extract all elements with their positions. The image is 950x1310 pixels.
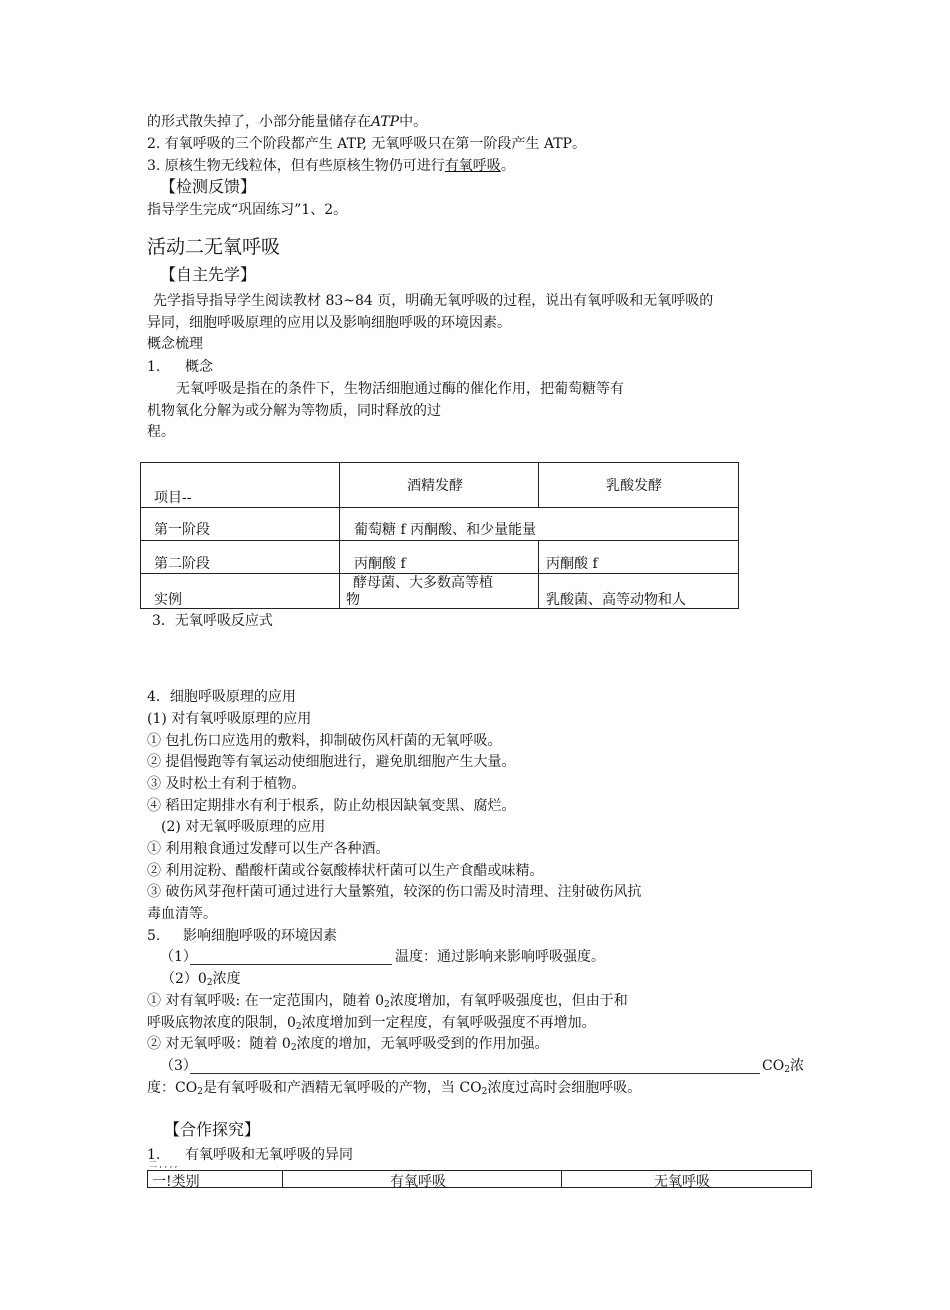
table-row3-label: 实例 bbox=[154, 592, 182, 608]
table-row1-label: 第一阶段 bbox=[154, 522, 210, 538]
section5-o2-text: ② 对无氧呼吸：随着 0 bbox=[147, 1036, 291, 1052]
section4-b3: ③ 破伤风芽孢杆菌可通过进行大量繁殖，较深的伤口需及时清理、注射破伤风抗 bbox=[147, 884, 642, 900]
intro-item-3 bbox=[147, 157, 515, 175]
o2-subscript: 2 bbox=[206, 978, 213, 988]
feedback-text: 指导学生完成“巩固练习”1、2。 bbox=[147, 202, 348, 218]
section5-co2-middle: 是有氧呼吸和产酒精无氧呼吸的产物，当 CO bbox=[202, 1080, 482, 1096]
compare-table-header-anaerobic: 无氧呼吸 bbox=[654, 1174, 710, 1190]
table-divider bbox=[140, 507, 739, 508]
fill-blank-line bbox=[190, 964, 392, 965]
intro-line-energy bbox=[147, 113, 427, 131]
o2-subscript: 2 bbox=[290, 1043, 297, 1053]
table-row2-label: 第二阶段 bbox=[154, 556, 210, 572]
section5-number: 5. bbox=[147, 928, 161, 944]
section5-p1-label: （1） bbox=[160, 949, 197, 965]
concept-heading: 概念梳理 bbox=[147, 336, 203, 352]
table-divider bbox=[561, 1170, 562, 1188]
section5-p2-rest: 浓度 bbox=[212, 971, 241, 987]
intro-line-energy-end: 中。 bbox=[399, 114, 428, 130]
fill-blank-line bbox=[190, 1073, 760, 1074]
section5-p2 bbox=[161, 970, 241, 992]
coop-q1-number: 1. bbox=[147, 1147, 161, 1163]
table-divider bbox=[538, 540, 539, 609]
table-divider bbox=[140, 573, 739, 574]
section5-co2-line bbox=[147, 1079, 641, 1101]
table-divider bbox=[538, 462, 539, 507]
table-row1-value: 葡萄糖 f 丙酮酸、和少量能量 bbox=[354, 522, 537, 538]
concept-1-line-2: 机物氧化分解为或分解为等物质，同时释放的过 bbox=[147, 403, 441, 419]
table-divider bbox=[282, 1170, 283, 1188]
section5-p2-label: （2） bbox=[161, 971, 198, 987]
co2-letters: CO bbox=[762, 1058, 785, 1074]
intro-line-energy-text: 的形式散失掉了，小部分能量储存在 bbox=[147, 114, 371, 130]
guide-line-1: 先学指导指导学生阅读教材 83~84 页，明确无氧呼吸的过程，说出有氧呼吸和无氧呼吸的 bbox=[153, 293, 714, 309]
table-header-item: 项目-- bbox=[154, 490, 192, 506]
section5-p3-tail bbox=[762, 1057, 804, 1079]
section4-b3-cont: 毒血清等。 bbox=[147, 906, 217, 922]
section5-o1-line2-rest: 浓度增加到一定程度，有氧呼吸强度不再增加。 bbox=[301, 1015, 596, 1031]
section5-p1-text: 温度：通过影响来影响呼吸强度。 bbox=[395, 949, 605, 965]
intro-item-3-end: 。 bbox=[500, 158, 515, 174]
section5-o2-rest: 浓度的增加，无氧呼吸受到的作用加强。 bbox=[296, 1036, 549, 1052]
section5-o1-text: ① 对有氧呼吸: 在一定范围内，随着 0 bbox=[147, 993, 384, 1009]
section4-b1: ① 利用粮食通过发酵可以生产各种酒。 bbox=[147, 841, 390, 857]
coop-q1-title: 有氧呼吸和无氧呼吸的异同 bbox=[185, 1147, 353, 1163]
o2-subscript: 2 bbox=[383, 1000, 390, 1010]
section4-a1: ① 包扎伤口应选用的敷料，抑制破伤风杆菌的无氧呼吸。 bbox=[147, 733, 502, 749]
section5-title: 影响细胞呼吸的环境因素 bbox=[183, 928, 337, 944]
section5-p3-tail-rest: 浓 bbox=[789, 1058, 804, 1074]
table-divider bbox=[339, 462, 340, 609]
concept-1-title: 概念 bbox=[185, 359, 213, 375]
section5-o1-rest: 浓度增加，有氧呼吸强度也，但由于和 bbox=[389, 993, 628, 1009]
activity2-title: 活动二无氧呼吸 bbox=[147, 236, 281, 258]
compare-table-header-category: 一!类别 bbox=[152, 1174, 200, 1190]
table-row3-lactic: 乳酸菌、高等动物和人 bbox=[546, 592, 686, 608]
o2-subscript: 2 bbox=[295, 1022, 302, 1032]
compare-table-mark: 二 , , , , bbox=[149, 1160, 178, 1169]
intro-item-2: 2. 有氧呼吸的三个阶段都产生 ATP, 无氧呼吸只在第一阶段产生 ATP。 bbox=[147, 136, 586, 152]
coop-heading: 【合作探究】 bbox=[164, 1120, 261, 1139]
table-row3-alcohol-cont: 物 bbox=[346, 592, 360, 608]
table-divider bbox=[140, 540, 739, 541]
section5-co2-end: 浓度过高时会细胞呼吸。 bbox=[487, 1080, 642, 1096]
co2-subscript: 2 bbox=[197, 1087, 203, 1097]
section5-o1-line2 bbox=[147, 1014, 596, 1036]
section4-sub1: (1) 对有氧呼吸原理的应用 bbox=[147, 711, 312, 727]
section5-o1-line2-text: 呼吸底物浓度的限制，0 bbox=[147, 1015, 296, 1031]
concept-1-line-1: 无氧呼吸是指在的条件下，生物活细胞通过酶的催化作用，把葡萄糖等有 bbox=[176, 381, 624, 397]
table-header-alcohol: 酒精发酵 bbox=[407, 478, 463, 494]
section4-a2: ② 提倡慢跑等有氧运动使细胞进行，避免肌细胞产生大量。 bbox=[147, 754, 516, 770]
compare-table bbox=[147, 1170, 812, 1188]
section4-title: 4．细胞呼吸原理的应用 bbox=[147, 689, 296, 705]
table-row3-alcohol: 酵母菌、大多数高等植 bbox=[353, 575, 493, 591]
section4-sub2: (2) 对无氧呼吸原理的应用 bbox=[161, 819, 326, 835]
section4-b2: ② 利用淀粉、醋酸杆菌或谷氨酸棒状杆菌可以生产食醋或味精。 bbox=[147, 863, 544, 879]
table-header-lactic: 乳酸发酵 bbox=[606, 478, 662, 494]
section4-a3: ③ 及时松土有利于植物。 bbox=[147, 776, 306, 792]
intro-item-3-text: 3. 原核生物无线粒体，但有些原核生物仍可进行 bbox=[147, 158, 445, 174]
concept-1-number: 1. bbox=[147, 359, 161, 375]
section5-co2-text: 度：CO bbox=[147, 1080, 198, 1096]
table-row2-alcohol: 丙酮酸 f bbox=[354, 556, 406, 572]
feedback-heading: 【检测反馈】 bbox=[160, 177, 257, 196]
co2-subscript: 2 bbox=[784, 1065, 790, 1075]
o2-letter: 0 bbox=[197, 971, 207, 987]
section3-title: 3．无氧呼吸反应式 bbox=[152, 613, 273, 629]
table-row2-lactic: 丙酮酸 f bbox=[546, 556, 598, 572]
guide-line-2: 异同，细胞呼吸原理的应用以及影响细胞呼吸的环境因素。 bbox=[147, 315, 511, 331]
concept-1-line-3: 程。 bbox=[147, 424, 175, 440]
atp-term: ATP bbox=[371, 114, 400, 130]
compare-table-header-aerobic: 有氧呼吸 bbox=[390, 1174, 446, 1190]
section5-p3-label: （3） bbox=[160, 1058, 197, 1074]
section5-o2 bbox=[147, 1035, 549, 1057]
intro-item-3-underlined: 有氧呼吸 bbox=[444, 158, 501, 174]
self-study-heading: 【自主先学】 bbox=[160, 265, 257, 284]
co2-subscript: 2 bbox=[481, 1087, 488, 1097]
section5-o1 bbox=[147, 992, 628, 1014]
section4-a4: ④ 稻田定期排水有利于根系，防止幼根因缺氧变黑、腐烂。 bbox=[147, 798, 516, 814]
